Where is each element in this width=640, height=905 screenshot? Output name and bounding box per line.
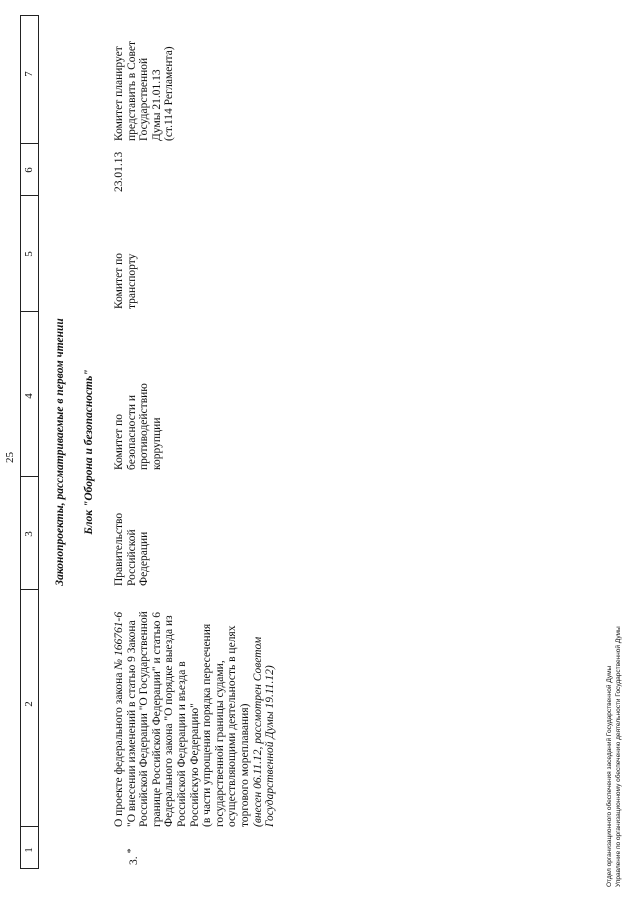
column-number: 4	[23, 393, 35, 399]
bill-author: Правительство Российской Федерации	[113, 512, 151, 586]
bill-title: "О внесении изменений в статью 9 Закона Российской Федерации "О Государственной границе Российской Федерации" и статью 6 Федерального закона "О порядке выезда из Российской Федерации и въезда в Российскую Федерацию" (в части упрощения порядка пересечения государственной границы судами, осуществляющими деятельность в целях торгового мореплавания)	[125, 611, 251, 827]
column-number: 6	[23, 167, 35, 173]
col-divider	[20, 195, 38, 196]
bill-title-prefix: О проекте федерального закона	[113, 669, 125, 827]
committee-note: Комитет планирует представить в Совет Государственной Думы 21.01.13 (ст.114 Регламента)	[113, 40, 176, 141]
bill-description	[113, 595, 277, 827]
bill-note: (внесен 06.11.12, рассмотрен Советом Государственной Думы 19.11.12)	[251, 636, 277, 827]
column-number: 2	[23, 701, 35, 707]
column-number: 5	[23, 251, 35, 257]
col-divider	[20, 868, 38, 869]
col-divider	[20, 589, 38, 590]
block-title: Блок "Оборона и безопасность"	[83, 369, 95, 535]
column-number: 7	[23, 71, 35, 77]
col-divider	[20, 311, 38, 312]
col-divider	[20, 476, 38, 477]
footer-line-1: Отдел организационного обеспечения заседаний Государственной Думы	[606, 665, 613, 887]
header-bottom-border	[38, 15, 39, 869]
page-number: 25	[4, 452, 16, 463]
column-number: 1	[23, 847, 35, 853]
bill-number: № 166761-6	[113, 611, 125, 670]
row-number	[113, 831, 140, 865]
col-divider	[20, 15, 38, 16]
col-divider	[20, 143, 38, 144]
review-date: 23.01.13	[113, 151, 125, 192]
co-committee: Комитет по транспорту	[113, 253, 138, 309]
responsible-committee: Комитет по безопасности и противодействию коррупции	[113, 383, 163, 470]
rotated-content	[0, 15, 640, 889]
col-divider	[20, 826, 38, 827]
row-star: *	[125, 848, 137, 854]
row-number-value: 3.	[127, 856, 140, 865]
footer-line-2: Управление по организационному обеспечению деятельности Государственной Думы	[615, 626, 622, 887]
section-title: Законопроекты, рассматриваемые в первом чтении	[54, 318, 66, 586]
column-number: 3	[23, 531, 35, 537]
